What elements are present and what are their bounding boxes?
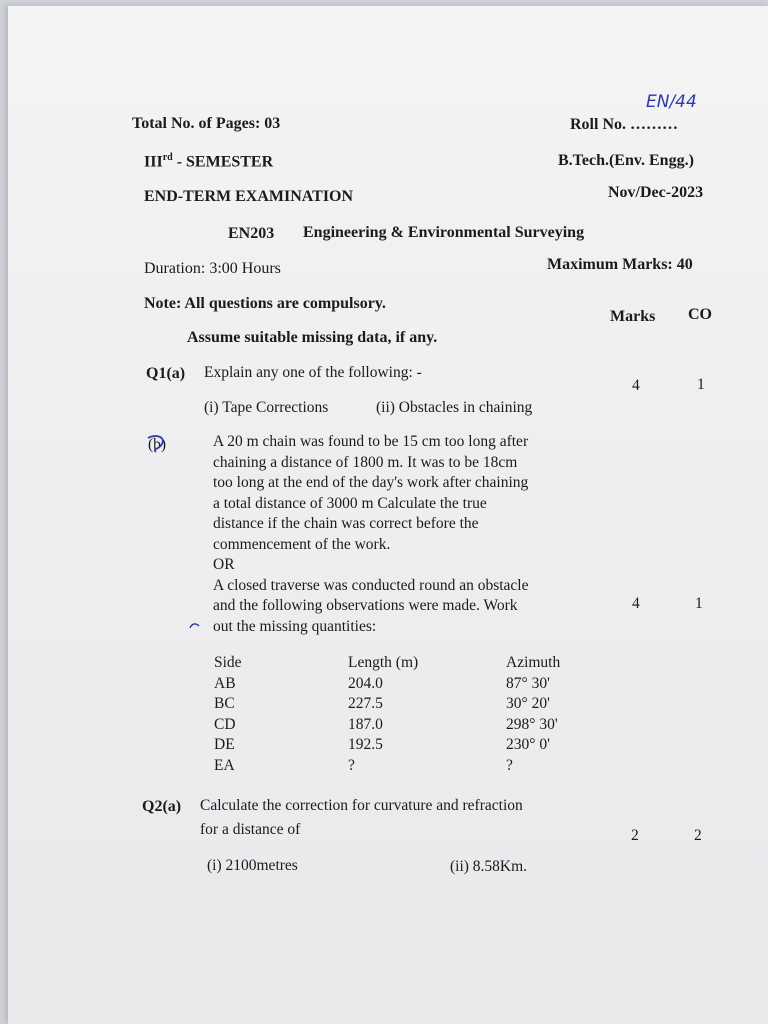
- table-cell: ?: [506, 756, 513, 774]
- program: B.Tech.(Env. Engg.): [558, 152, 694, 169]
- exam-title: END-TERM EXAMINATION: [144, 188, 354, 205]
- q2a-line-1: Calculate the correction for curvature and refraction: [200, 797, 523, 814]
- q1a-co: 1: [697, 376, 705, 393]
- q1a-number: Q1(a): [146, 365, 186, 382]
- q1a-marks: 4: [632, 377, 640, 394]
- table-cell: 187.0: [348, 715, 383, 733]
- max-marks: Maximum Marks: 40: [547, 256, 693, 273]
- q2a-number: Q2(a): [142, 798, 182, 815]
- q1b-line: chaining a distance of 1800 m. It was to be 18cm: [213, 453, 518, 471]
- q1b-alt-line: A closed traverse was conducted round an obstacle: [213, 576, 529, 594]
- table-cell: 227.5: [348, 695, 383, 712]
- table-cell: 87° 30': [506, 674, 550, 692]
- table-header: Side: [214, 654, 242, 671]
- q1b-alt-line: and the following observations were made. Work: [213, 597, 518, 614]
- table-row: [214, 675, 606, 696]
- q2a-marks: 2: [631, 827, 639, 844]
- q2a-option-1: (i) 2100metres: [207, 857, 298, 874]
- q1b-marks: 4: [632, 595, 640, 612]
- q2a-line-2: for a distance of: [200, 821, 301, 838]
- table-header: Length (m): [348, 654, 419, 671]
- q1b-alt-line: out the missing quantities:: [213, 617, 377, 635]
- pen-tick-icon: [188, 620, 202, 630]
- semester-number: III: [144, 153, 163, 171]
- table-cell: AB: [214, 674, 236, 692]
- q1a-option-2: (ii) Obstacles in chaining: [376, 399, 533, 416]
- table-row: [214, 695, 606, 716]
- exam-session: Nov/Dec-2023: [608, 184, 704, 201]
- table-row: [214, 736, 606, 757]
- semester: [144, 152, 273, 171]
- table-header: Azimuth: [506, 654, 561, 671]
- q1b-number-text: (b): [148, 436, 167, 453]
- table-cell: EA: [214, 756, 235, 774]
- col-co: CO: [688, 306, 712, 323]
- roll-dots: ………: [630, 116, 678, 133]
- table-cell: ?: [348, 756, 355, 774]
- table-cell: 230° 0': [506, 736, 550, 753]
- q1b-line: too long at the end of the day's work after chaining: [213, 474, 529, 491]
- q1b-line: distance if the chain was correct before the: [213, 515, 479, 532]
- note: Note: All questions are compulsory.: [144, 295, 386, 312]
- pen-mark-icon: [144, 432, 174, 456]
- course-title: Engineering & Environmental Surveying: [303, 224, 585, 241]
- course-code: EN203: [228, 225, 275, 242]
- table-cell: CD: [214, 715, 236, 733]
- semester-label: - SEMESTER: [172, 153, 274, 171]
- table-cell: 30° 20': [506, 695, 550, 712]
- table-cell: 192.5: [348, 736, 383, 753]
- roll-label: Roll No.: [570, 116, 630, 133]
- q1b-line: a total distance of 3000 m Calculate the true: [213, 494, 487, 512]
- q2a-co: 2: [694, 827, 702, 844]
- traverse-table: [214, 654, 606, 777]
- table-cell: 298° 30': [506, 715, 558, 733]
- q1b-co: 1: [695, 595, 703, 612]
- duration-text: Duration: 3:00 Hours: [144, 260, 281, 277]
- q1b-number: [148, 436, 166, 454]
- table-header-row: [214, 654, 606, 675]
- q1b-line: commencement of the work.: [213, 535, 391, 553]
- table-row: [214, 716, 606, 737]
- q1b-or: OR: [213, 556, 235, 573]
- total-pages: Total No. of Pages: 03: [132, 115, 281, 132]
- table-cell: BC: [214, 695, 235, 712]
- table-cell: DE: [214, 736, 235, 753]
- q1b-text: [213, 432, 600, 637]
- q1a-option-1: (i) Tape Corrections: [204, 399, 329, 416]
- roll-handwritten: EN/44: [646, 92, 697, 112]
- roll-number: [570, 116, 678, 134]
- duration: [144, 260, 281, 278]
- semester-sup: rd: [162, 152, 173, 163]
- q2a-option-2: (ii) 8.58Km.: [450, 858, 528, 875]
- exam-paper: [8, 6, 768, 1024]
- q1a-text: Explain any one of the following: -: [204, 364, 422, 381]
- q1b-line: A 20 m chain was found to be 15 cm too long after: [213, 433, 529, 450]
- table-row: [214, 757, 606, 778]
- table-cell: 204.0: [348, 674, 383, 692]
- assume-note: Assume suitable missing data, if any.: [187, 329, 438, 346]
- col-marks: Marks: [610, 308, 656, 325]
